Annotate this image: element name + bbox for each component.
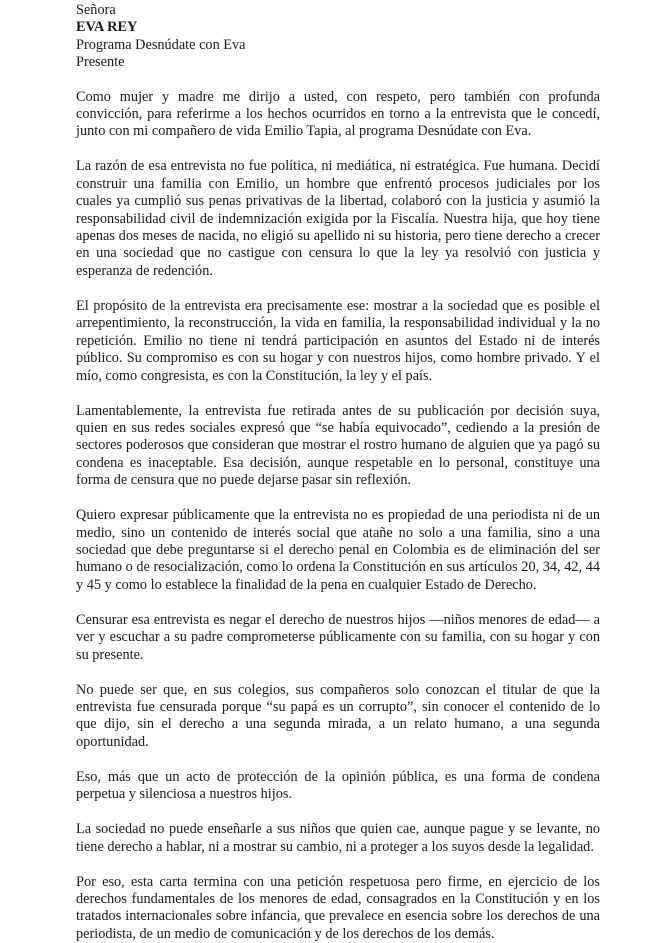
paragraph-5: Quiero expresar públicamente que la entrevista no es propiedad de una periodista ni de un medio, sino un contenido de interés social que atañe no solo a una familia, sino a una sociedad que debe preguntarse si el derecho penal en Colombia es de eliminación del ser humano o de resocialización, como lo ordena la Constitución en sus artículos 20, 34, 42, 44 y 45 y como lo establece la finalidad de la pena en cualquier Estado de Derecho.	[76, 507, 600, 593]
recipient-name: EVA REY	[76, 19, 138, 36]
paragraph-10: Por eso, esta carta termina con una petición respetuosa pero firme, en ejercicio de los derechos fundamentales de los menores de edad, consagrados en la Constitución y en los tratados internacionales sobre infancia, que prevalece en esencia sobre los derechos de una periodista, de un medio de comunicación y de los derechos de los demás.	[76, 873, 600, 942]
paragraph-2: La razón de esa entrevista no fue política, ni mediática, ni estratégica. Fue humana. Decidí construir una familia con Emilio, un hombre que enfrentó procesos judiciales por los cuales ya cumplió sus penas privativas de la libertad, colaboró con la justicia y asumió la responsabilidad civil de indemnización exigida por la Fiscalía. Nuestra hija, que hoy tiene apenas dos meses de nacida, no eligió su apellido ni su historia, pero tiene derecho a crecer en una sociedad que no castigue con censura lo que la ley ya resolvió con justicia y esperanza de redención.	[76, 158, 600, 279]
paragraph-8: Eso, más que un acto de protección de la opinión pública, es una forma de condena perpetua y silenciosa a nuestros hijos.	[76, 768, 600, 803]
paragraph-6: Censurar esa entrevista es negar el derecho de nuestros hijos —niños menores de edad— a ver y escuchar a su padre comprometerse públicamente con su familia, con su hogar y con su presente.	[76, 611, 600, 663]
letter-page	[76, 2, 600, 943]
paragraph-3: El propósito de la entrevista era precisamente ese: mostrar a la sociedad que es posible el arrepentimiento, la reconstrucción, la vida en familia, la responsabilidad individual y la no repetición. Emilio no tiene ni tendrá participación en asuntos del Estado ni de interés público. Su compromiso es con su hogar y con nuestros hijos, como hombre privado. Y el mío, como congresista, es con la Constitución, la ley y el país.	[76, 297, 600, 384]
paragraph-1: Como mujer y madre me dirijo a usted, con respeto, pero también con profunda convicción, para referirme a los hechos ocurridos en torno a la entrevista que le concedí, junto con mi compañero de vida Emilio Tapia, al programa Desnúdate con Eva.	[76, 88, 600, 140]
paragraph-9: La sociedad no puede enseñarle a sus niños que quien cae, aunque pague y se levante, no tiene derecho a hablar, ni a mostrar su cambio, ni a proteger a los suyos desde la legalidad.	[76, 821, 600, 855]
recipient-program: Programa Desnúdate con Eva	[76, 36, 246, 53]
recipient-block	[76, 2, 600, 72]
recipient-presente: Presente	[76, 54, 125, 71]
paragraph-7: No puede ser que, en sus colegios, sus compañeros solo conozcan el titular de que la entrevista fue censurada porque “su papá es un corrupto”, sin conocer el contenido de lo que dijo, sin el derecho a una segunda mirada, a un relato humano, a una segunda oportunidad.	[76, 681, 600, 750]
recipient-title: Señora	[76, 2, 116, 18]
paragraph-4: Lamentablemente, la entrevista fue retirada antes de su publicación por decisión suya, quien en sus redes sociales expresó que “se había equivocado”, cediendo a la presión de sectores poderosos que consideran que mostrar el rostro humano de alguien que ya pagó su condena es inaceptable. Esa decisión, aunque respetable en lo personal, constituye una forma de censura que no puede dejarse pasar sin reflexión.	[76, 402, 600, 489]
